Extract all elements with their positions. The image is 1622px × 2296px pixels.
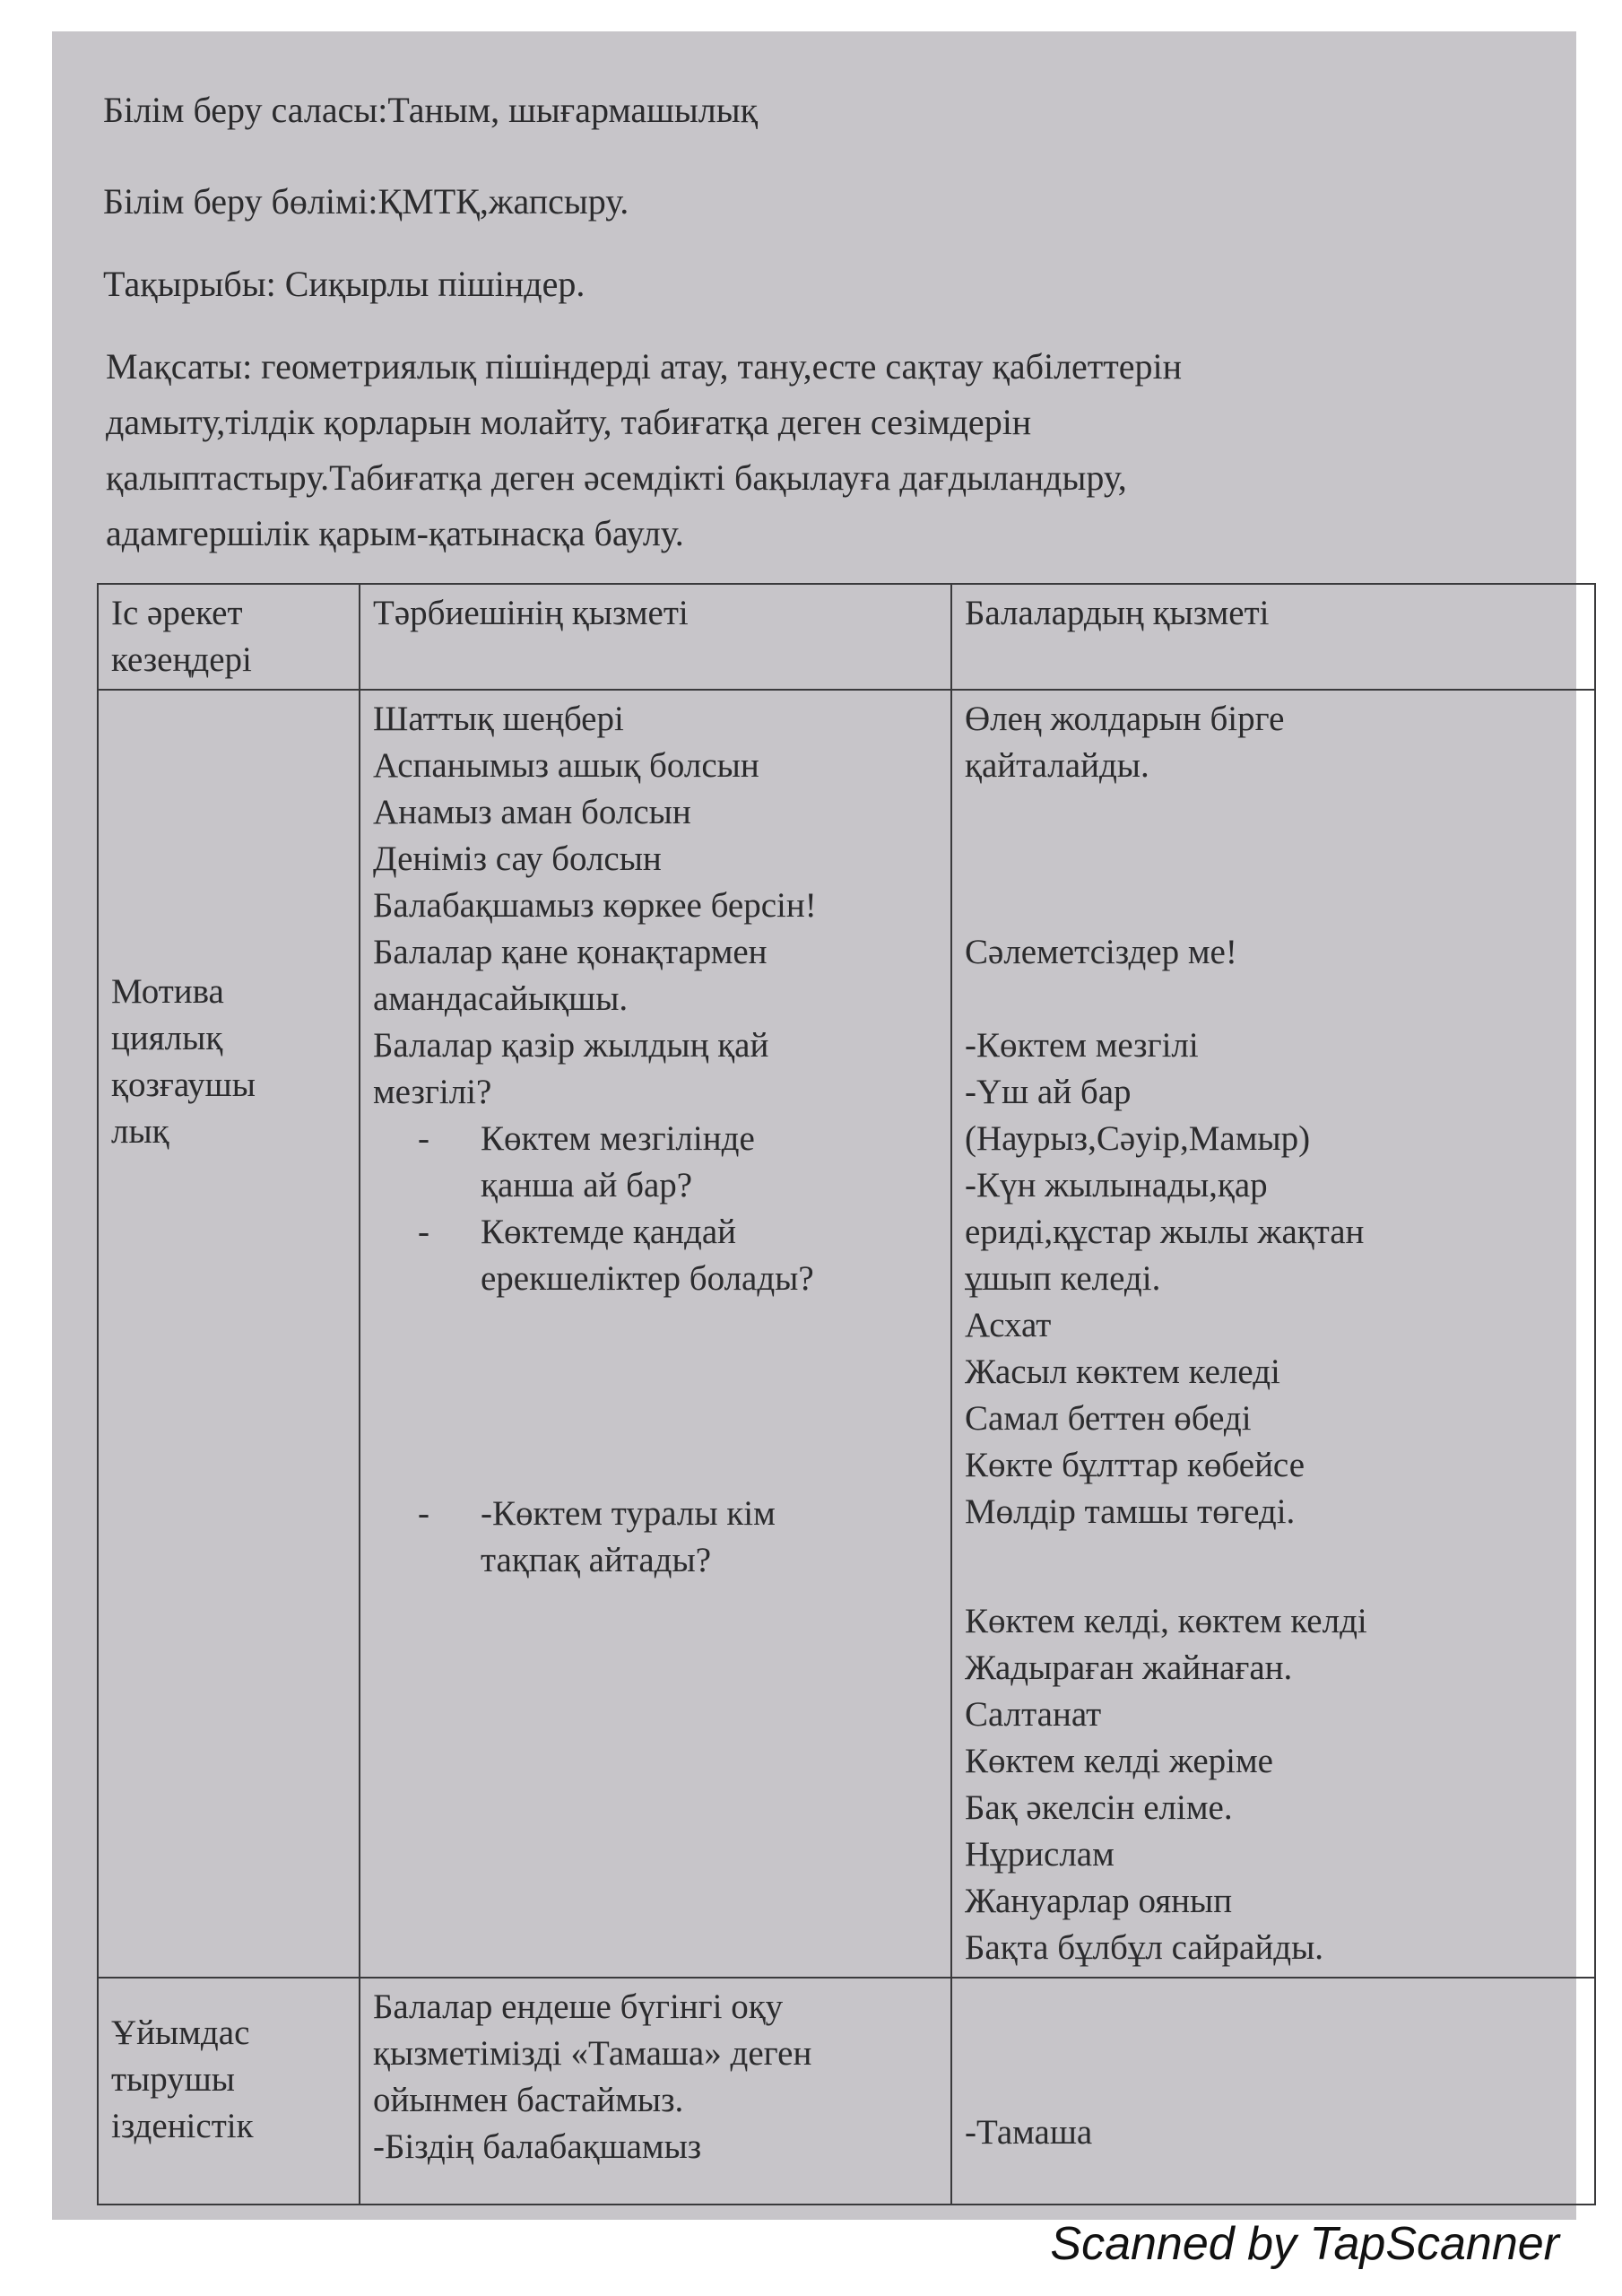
teacher-line: Анамыз аман болсын <box>373 793 691 831</box>
children-line: Мөлдір тамшы төгеді. <box>965 1492 1296 1531</box>
children-line: Көкте бұлттар көбейсе <box>965 1446 1305 1484</box>
table-row-motivation <box>98 690 1595 1978</box>
children-line: Жасыл көктем келеді <box>965 1352 1280 1391</box>
lesson-topic: Тақырыбы: Сиқырлы пішіндер. <box>103 264 585 304</box>
children-line: Бақ әкелсін еліме. <box>965 1788 1233 1827</box>
question-line: Көктемде қандай <box>481 1213 737 1251</box>
table-row-organizing <box>98 1978 1595 2205</box>
question-text <box>481 1209 814 1302</box>
children-line: Салтанат <box>965 1695 1102 1734</box>
column-header-stage: Іс әрекет кезеңдері <box>98 584 360 690</box>
children-line: Жануарлар оянып <box>965 1882 1233 1920</box>
teacher-question <box>418 1209 938 1302</box>
dash-bullet: - <box>418 1494 429 1533</box>
question-line: ерекшеліктер болады? <box>481 1259 814 1298</box>
question-line: тақпақ айтады? <box>481 1541 712 1579</box>
stage-cell <box>98 1978 360 2205</box>
children-line: -Күн жылынады,қар <box>965 1166 1268 1205</box>
teacher-line: Шаттық шеңбері <box>373 700 624 738</box>
stage-line: лық <box>111 1112 169 1151</box>
teacher-question <box>418 1116 938 1209</box>
teacher-line: Деніміз сау болсын <box>373 839 662 878</box>
stage-line: циялық <box>111 1019 223 1057</box>
teacher-line: Аспанымыз ашық болсын <box>373 746 759 785</box>
children-line: Өлең жолдарын бірге <box>965 700 1285 738</box>
education-section: Білім беру бөлімі:ҚМТҚ,жапсыру. <box>103 181 629 222</box>
stage-line: қозғаушы <box>111 1065 256 1104</box>
stage-line: Ұйымдас <box>111 2013 250 2052</box>
children-line: Нұрислам <box>965 1835 1115 1874</box>
teacher-line: Балалар қазір жылдың қай <box>373 1026 769 1065</box>
teacher-line: амандасайықшы. <box>373 979 629 1018</box>
teacher-line: қызметімізді «Тамаша» деген <box>373 2034 812 2073</box>
teacher-line: Балалар қане қонақтармен <box>373 933 768 971</box>
lesson-goal <box>106 339 1397 561</box>
children-line: Көктем келді жеріме <box>965 1742 1273 1780</box>
teacher-question <box>418 1491 938 1584</box>
teacher-line: Балабақшамыз көркее берсін! <box>373 886 817 925</box>
children-cell <box>951 1978 1595 2205</box>
scanner-watermark: Scanned by TapScanner <box>1050 2218 1559 2270</box>
column-header-children: Балалардың қызметі <box>951 584 1595 690</box>
children-line: (Наурыз,Сәуір,Мамыр) <box>965 1119 1311 1158</box>
children-line: ериді,құстар жылы жақтан <box>965 1213 1365 1251</box>
children-line: -Көктем мезгілі <box>965 1026 1199 1065</box>
stage-line: ізденістік <box>111 2107 254 2145</box>
children-line: Сәлеметсіздер ме! <box>965 933 1237 971</box>
stage-line: тырушы <box>111 2060 235 2099</box>
children-line: Бақта бұлбұл сайрайды. <box>965 1928 1324 1967</box>
goal-line: Мақсаты: геометриялық пішіндерді атау, тану,есте сақтау қабілеттерін <box>106 346 1183 387</box>
dash-bullet: - <box>418 1213 429 1251</box>
children-line: -Тамаша <box>965 2113 1093 2152</box>
children-line: Көктем келді, көктем келді <box>965 1602 1367 1640</box>
children-line: -Үш ай бар <box>965 1073 1132 1111</box>
question-line: -Көктем туралы кім <box>481 1494 776 1533</box>
goal-line: қалыптастыру.Табиғатқа деген әсемдікті бақылауға дағдыландыру, <box>106 457 1127 498</box>
lesson-plan-table <box>97 583 1596 2205</box>
question-text <box>481 1116 755 1209</box>
children-line: Асхат <box>965 1306 1052 1344</box>
children-line: Жадыраған жайнаған. <box>965 1648 1293 1687</box>
stage-cell <box>98 690 360 1978</box>
teacher-cell <box>360 690 951 1978</box>
teacher-line: ойынмен бастаймыз. <box>373 2081 684 2119</box>
goal-line: дамыту,тілдік қорларын молайту, табиғатқа деген сезімдерін <box>106 402 1032 442</box>
teacher-line: -Біздің балабақшамыз <box>373 2127 702 2166</box>
education-area: Білім беру саласы:Таным, шығармашылық <box>103 90 759 130</box>
children-line: қайталайды. <box>965 746 1149 785</box>
column-header-teacher: Тәрбиешінің қызметі <box>360 584 951 690</box>
children-cell <box>951 690 1595 1978</box>
stage-line: Мотива <box>111 972 224 1011</box>
question-text <box>481 1491 776 1584</box>
teacher-cell <box>360 1978 951 2205</box>
children-line: ұшып келеді. <box>965 1259 1161 1298</box>
teacher-line: Балалар ендеше бүгінгі оқу <box>373 1987 784 2026</box>
question-line: қанша ай бар? <box>481 1166 693 1205</box>
dash-bullet: - <box>418 1119 429 1158</box>
children-line: Самал беттен өбеді <box>965 1399 1252 1438</box>
question-line: Көктем мезгілінде <box>481 1119 755 1158</box>
goal-line: адамгершілік қарым-қатынасқа баулу. <box>106 513 684 553</box>
teacher-line: мезгілі? <box>373 1073 492 1111</box>
table-header-row <box>98 584 1595 690</box>
